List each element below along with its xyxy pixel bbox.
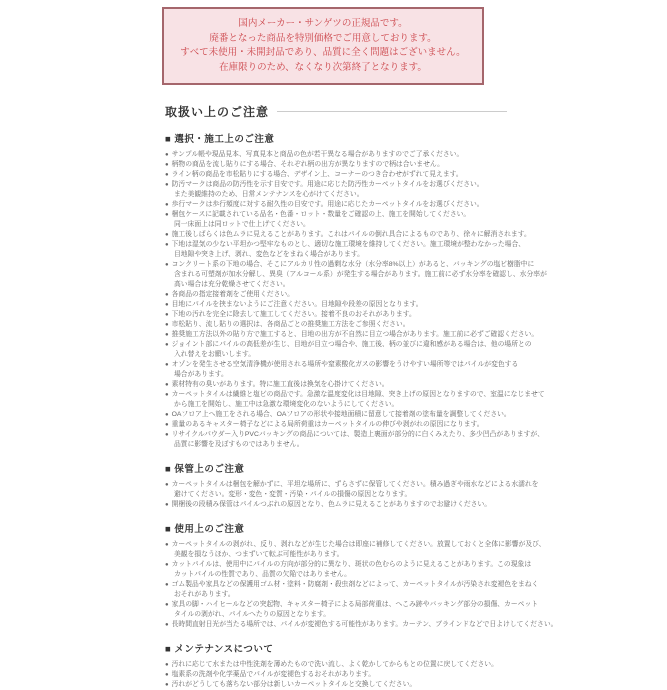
list-item — [165, 680, 595, 690]
list-item — [165, 300, 595, 310]
list-item — [165, 420, 595, 430]
list-item — [165, 320, 595, 330]
list-item-text: カーペットタイルは梱包を解かずに、平坦な場所に、ずらさずに保管してください。積み過ぎや雨水などによる水濡れを — [171, 481, 539, 488]
list-item-text: オゾンを発生させる空気清浄機が使用される場所や窒素酸化ガスの影響をうけやすい場所等ではパイルが変色する — [171, 361, 519, 368]
list-item — [165, 230, 595, 240]
bullet-icon: ● — [165, 542, 169, 548]
list-item-continuation: 同一床面上は同ロットで仕上げてください。 — [174, 221, 310, 228]
section-heading: ■ 使用上のご注意 — [165, 524, 245, 535]
title-rule — [277, 111, 507, 112]
bullet-icon: ● — [165, 292, 169, 298]
list-item — [165, 560, 595, 570]
list-item — [165, 210, 595, 220]
section-heading: ■ メンテナンスについて — [165, 644, 274, 655]
notice-section — [165, 461, 595, 510]
list-item — [165, 410, 595, 420]
list-item-continuation: から施工を開始し、施工中は急激な環境変化のないようにしてください。 — [174, 401, 399, 408]
bullet-icon: ● — [165, 172, 169, 178]
bullet-icon: ● — [165, 242, 169, 248]
list-item — [165, 150, 595, 160]
list-item — [165, 540, 595, 550]
bullet-icon: ● — [165, 342, 169, 348]
list-item-text: 素材特有の臭いがあります。特に施工直後は換気を心掛けてください。 — [171, 381, 389, 388]
list-item-text: カーペットタイルは繊維と塩ビの商品です。急激な温度変化は目地隙、突き上げの原因となりますので、室温になじませて — [171, 391, 545, 398]
list-item — [165, 390, 595, 400]
list-item-text: ライン柄の商品を市松貼りにする場合、デザイン上、コーナーのつき合わせがずれて見えます。 — [171, 171, 463, 178]
list-item-text: OAフロア上へ施工をされる場合、OAフロアの形状や接地面積に留意して接着剤の塗布量を調整してください。 — [171, 411, 511, 418]
section-heading: ■ 選択・施工上のご注意 — [165, 134, 275, 145]
list-item-text: 汚れがどうしても落ちない部分は新しいカーペットタイルと交換してください。 — [171, 681, 417, 688]
list-item-text: 開梱後の段積み保管はパイルつぶれの原因となり、色ムラに見えることがありますのでお避けください。 — [171, 501, 492, 508]
page-title-row — [165, 103, 507, 120]
list-item-text: ゴム製品や家具などの保護用ゴム材・塗料・防腐剤・殺虫剤などによって、カーペットタイルが汚染され変褪色をまねく — [171, 581, 539, 588]
bullet-icon: ● — [165, 562, 169, 568]
list-item-text: カットパイルは、使用中にパイルの方向が部分的に異なり、斑状の色むらのように見えることがあります。この現象は — [171, 561, 532, 568]
bullet-icon: ● — [165, 602, 169, 608]
bullet-icon: ● — [165, 202, 169, 208]
list-item-continuation: 避けてください。変形・変色・変質・汚染・パイルの損傷の原因となります。 — [174, 491, 412, 498]
list-item-text: 塩素系の洗剤や化学薬品でパイルが変褪色するおそれがあります。 — [171, 671, 375, 678]
bullet-icon: ● — [165, 262, 169, 268]
list-item-continuation: 美観を損なうほか、つまずいて転ぶ可能性があります。 — [174, 551, 344, 558]
list-item-continuation: また美観維持のため、日常メンテナンスを心がけてください。 — [174, 191, 364, 198]
list-item-text: 柄物の商品を流し貼りにする場合、それぞれ柄の出方が異なりますので柄は合いません。 — [171, 161, 444, 168]
list-item-continuation: おそれがあります。 — [174, 591, 235, 598]
list-item — [165, 170, 595, 180]
bullet-icon: ● — [165, 152, 169, 158]
list-item-text: 歩行マークは歩行頻度に対する耐久性の目安です。用途に応じたカーペットタイルをお選びください。 — [171, 201, 484, 208]
bullet-icon: ● — [165, 332, 169, 338]
list-item — [165, 480, 595, 490]
bullet-icon: ● — [165, 422, 169, 428]
list-item — [165, 310, 595, 320]
notice-line: 廃番となった商品を特別価格でご用意しております。 — [209, 32, 437, 44]
notice-section — [165, 131, 595, 450]
list-item — [165, 260, 595, 270]
bullet-icon: ● — [165, 162, 169, 168]
list-item-text: 下地の汚れを完全に除去して施工してください。接着不良のおそれがあります。 — [171, 311, 416, 318]
list-item-text: サンプル帳や現品見本、写真見本と商品の色が若干異なる場合がありますのでご了承ください。 — [171, 151, 464, 158]
list-item-continuation: 場合があります。 — [174, 371, 228, 378]
list-item — [165, 670, 595, 680]
notice-line: すべて未使用・未開封品であり、品質に全く問題はございません。 — [180, 47, 466, 58]
list-item-text: 防汚マークは商品の防汚性を示す目安です。用途に応じた防汚性カーペットタイルをお選びください。 — [171, 181, 484, 188]
list-item-text: 下地は湿気の少ない平坦かつ堅牢なものとし、適切な施工環境を維持してください。施工環境が整わなかった場合、 — [171, 241, 526, 248]
list-item — [165, 340, 595, 350]
bullet-icon: ● — [165, 212, 169, 218]
list-item — [165, 620, 595, 630]
notice-line: 在庫限りのため、なくなり次第終了となります。 — [219, 61, 427, 73]
bullet-icon: ● — [165, 482, 169, 488]
list-item — [165, 290, 595, 300]
list-item — [165, 600, 595, 610]
list-item-text: 施工後しばらくは色ムラに見えることがあります。これはパイルの倒れ具合によるものであり、徐々に解消されます。 — [171, 231, 531, 238]
list-item-text: コンクリート系の下地の場合、そこにアルカリ性の過剰な水分（水分率8%以上）があると、バッキングの塩ビ樹脂中に — [171, 261, 535, 268]
bullet-icon: ● — [165, 412, 169, 418]
list-item-text: 汚れに応じて水または中性洗剤を薄めたもので洗い流し、よく乾かしてからもとの位置に戻してください。 — [171, 661, 498, 668]
list-item-text: 梱包ケースに記載されている品名・色番・ロット・数量をご確認の上、施工を開始してください。 — [171, 211, 471, 218]
list-item — [165, 660, 595, 670]
bullet-icon: ● — [165, 182, 169, 188]
list-item-continuation: 入れ替えをお願いします。 — [174, 351, 256, 358]
list-item-text: 長時間直射日光が当たる場所では、パイルが変褪色する可能性があります。カーテン、ブラインドなどで日よけしてください。 — [171, 621, 558, 628]
list-item-text: 各商品の指定接着剤をご使用ください。 — [171, 291, 294, 298]
bullet-icon: ● — [165, 362, 169, 368]
list-item-text: 推奨施工方法以外の貼り方で施工すると、目地の出方が不自然に目立つ場合があります。施工前に必ずご確認ください。 — [171, 331, 539, 338]
bullet-icon: ● — [165, 322, 169, 328]
list-item — [165, 360, 595, 370]
sections-container — [165, 131, 595, 690]
list-item — [165, 380, 595, 390]
list-item-continuation: 高い場合は充分乾燥させてください。 — [174, 281, 290, 288]
bullet-icon: ● — [165, 432, 169, 438]
page-title: 取扱い上のご注意 — [165, 105, 270, 119]
bullet-icon: ● — [165, 382, 169, 388]
list-item — [165, 580, 595, 590]
bullet-icon: ● — [165, 672, 169, 678]
bullet-icon: ● — [165, 622, 169, 628]
bullet-icon: ● — [165, 392, 169, 398]
list-item-continuation: 目地隙や突き上げ、剥れ、変色などをまねく場合があります。 — [174, 251, 364, 258]
list-item-text: 重量のあるキャスター椅子などによる局所荷重はカーペットタイルの伸びや剥がれの原因になります。 — [171, 421, 484, 428]
list-item — [165, 160, 595, 170]
list-item-text: リサイクルパウダー入りPVCバッキングの商品については、製造上裏面が部分的に白くみえたり、多少凹凸がありますが、 — [171, 431, 544, 438]
bullet-icon: ● — [165, 302, 169, 308]
content-area — [165, 103, 595, 690]
section-heading: ■ 保管上のご注意 — [165, 464, 245, 475]
notice-section — [165, 641, 595, 690]
bullet-icon: ● — [165, 312, 169, 318]
list-item-text: 目地にパイルを挟まないようにご注意ください。目地隙や段差の原因となります。 — [171, 301, 423, 308]
list-item — [165, 330, 595, 340]
notice-section — [165, 521, 595, 630]
list-item-text: 市松貼り、流し貼りの選択は、各商品ごとの推奨施工方法をご参照ください。 — [171, 321, 410, 328]
bullet-icon: ● — [165, 662, 169, 668]
notice-box — [162, 7, 484, 85]
bullet-icon: ● — [165, 502, 169, 508]
list-item-continuation: 品質に影響を及ぼすものではありません。 — [174, 441, 304, 448]
bullet-icon: ● — [165, 582, 169, 588]
list-item — [165, 200, 595, 210]
bullet-icon: ● — [165, 232, 169, 238]
list-item-continuation: カットパイルの性質であり、品質の欠陥ではありません。 — [174, 571, 351, 578]
notice-line: 国内メーカー・サンゲツの正規品です。 — [238, 18, 408, 29]
list-item — [165, 500, 595, 510]
list-item-text: ジョイント部にパイルの高低差が生じ、目地が目立つ場合や、施工後、柄の並びに違和感がある場合は、他の場所との — [171, 341, 532, 348]
list-item-continuation: 含まれる可塑剤が加水分解し、異臭（アルコール系）が発生する場合があります。施工前に必ず水分率を確認し、水分率が — [174, 271, 547, 278]
list-item — [165, 180, 595, 190]
list-item — [165, 430, 595, 440]
list-item — [165, 240, 595, 250]
list-item-continuation: タイルの剥がれ、パイルへたりの原因となります。 — [174, 611, 331, 618]
list-item-text: 家具の脚・ハイヒールなどの突起物、キャスター椅子による局部荷重は、へこみ跡やバッキング部分の損傷、カーペット — [171, 601, 539, 608]
bullet-icon: ● — [165, 682, 169, 688]
list-item-text: カーペットタイルの剥がれ、反り、剥れなどが生じた場合は即座に補修してください。放置しておくと全体に影響が及び、 — [171, 541, 546, 548]
product-notice-page — [0, 7, 667, 690]
